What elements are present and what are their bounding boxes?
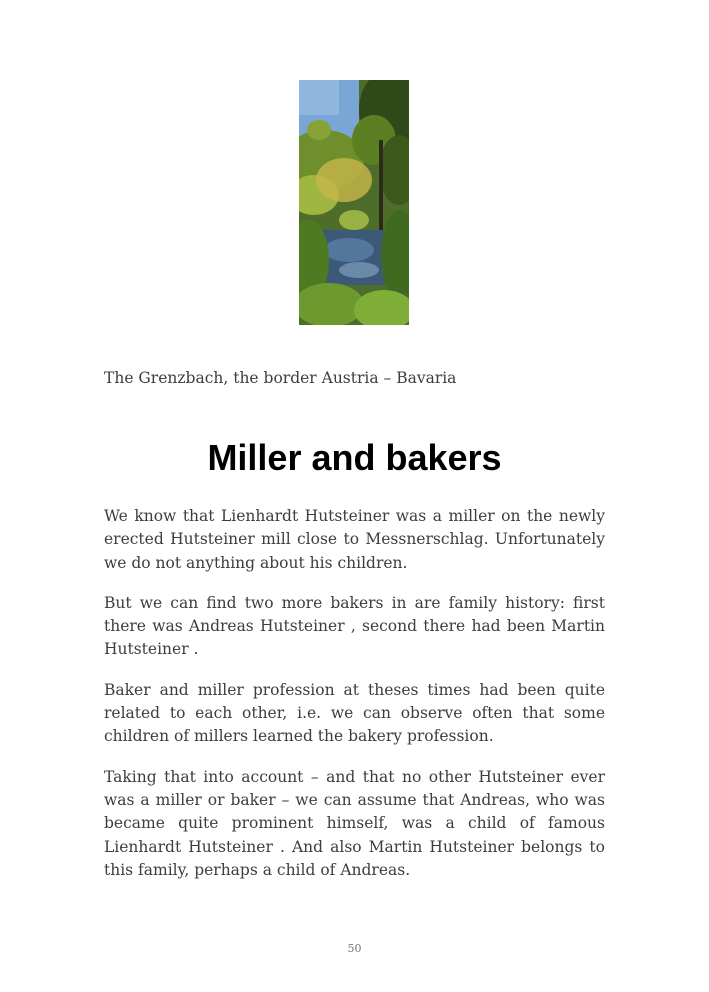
section-body: [104, 505, 605, 899]
paragraph: We know that Lienhardt Hutsteiner was a miller on the newly erected Hutsteiner mill close to Messnerschlag. Unfortunately we do not anything about his children.: [104, 507, 605, 572]
grenzbach-photo: [299, 80, 409, 325]
paragraph: Taking that into account – and that no other Hutsteiner ever was a miller or baker – we can assume that Andreas, who was became quite prominent himself, was a child of famous Lienhardt Hutsteiner . And also Martin Hutsteiner belongs to this family, perhaps a child of Andreas.: [104, 767, 605, 879]
figure-caption: The Grenzbach, the border Austria – Bavaria: [104, 369, 457, 387]
paragraph: Baker and miller profession at theses times had been quite related to each other, i.e. we can observe often that some children of millers learned the bakery profession.: [104, 680, 605, 746]
paragraph: But we can find two more bakers in are family history: first there was Andreas Hutsteiner , second there had been Martin Hutsteiner .: [104, 593, 605, 659]
page-number: 50: [347, 942, 362, 955]
section-heading: Miller and bakers: [207, 437, 502, 478]
